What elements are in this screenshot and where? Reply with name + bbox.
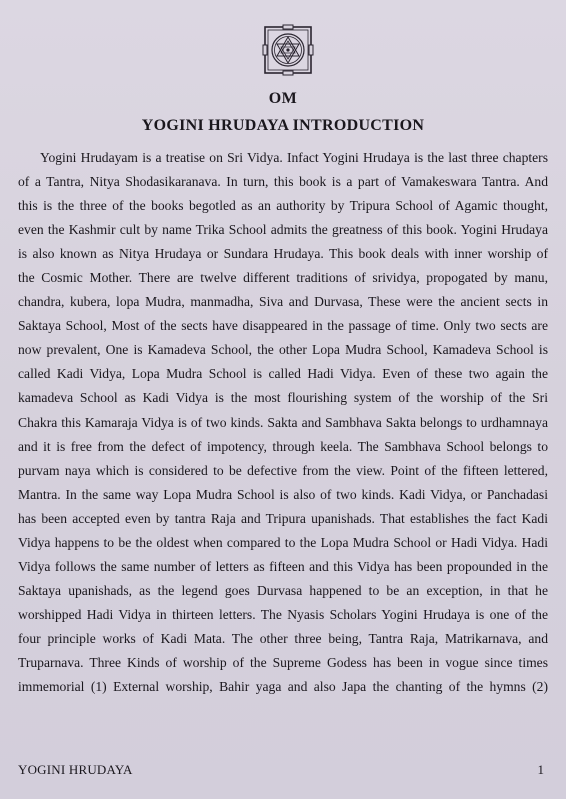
heading-om: OM [268, 90, 298, 107]
sri-yantra-icon [262, 24, 314, 76]
body-line: Truparnava. Three Kinds of worship of the Supreme Godess has been in vogue since times [18, 654, 548, 670]
body-line: kamadeva School as Kadi Vidya is the most flourishing system of the worship of the Sri [18, 390, 548, 406]
body-line: called Kadi Vidya, Lopa Mudra School is called Hadi Vidya. Even of these two again the [18, 366, 548, 382]
body-line: has been accepted even by tantra Raja and Tripura upanishads. That establishes the fact Kadi [18, 510, 548, 526]
body-line: Saktaya upanishads, as the legend goes Durvasa happened to be an exception, in that he [18, 582, 548, 598]
page-title: YOGINI HRUDAYA INTRODUCTION [141, 117, 425, 134]
body-line: Vidya follows the same number of letters as fifteen and this Vidya has been propounded in the [18, 558, 548, 574]
body-line: the Cosmic Mother. There are twelve different traditions of srividya, propogated by manu, [18, 270, 548, 286]
page-number: 1 [537, 762, 544, 777]
body-line: worshipped Hadi Vidya in thirteen letters. The Nyasis Scholars Yogini Hrudaya is one of the [18, 606, 548, 622]
footer-book-title: YOGINI HRUDAYA [18, 762, 133, 777]
body-line: Vidya happens to be the oldest when compared to the Lopa Mudra School or Hadi Vidya. Hadi [18, 534, 548, 550]
body-line: now prevalent, One is Kamadeva School, the other Lopa Mudra School, Kamadeva School is [18, 342, 548, 358]
body-line: immemorial (1) External worship, Bahir yaga and also Japa the chanting of the hymns (2) [18, 679, 548, 695]
body-line: Saktaya School, Most of the sects have disappeared in the passage of time. Only two sects are [18, 318, 548, 334]
body-paragraph [18, 146, 548, 699]
body-line: purvam naya which is considered to be defective from the view. Point of the fifteen lettered, [18, 462, 548, 478]
body-line: Mantra. In the same way Lopa Mudra School is also of two kinds. Kadi Vidya, or Panchadasi [18, 486, 548, 502]
body-line: four principle works of Kadi Mata. The other three being, Tantra Raja, Matrikarnava, and [18, 630, 548, 646]
body-line: even the Kashmir cult by name Trika School admits the greatness of this book. Yogini Hrudaya [18, 222, 548, 238]
body-line: this is the three of the books begotled as an authority by Tripura School of Agamic thought, [18, 198, 548, 214]
body-line: and it is free from the defect of impotency, through keela. The Sambhava School belongs to [18, 438, 548, 454]
body-line: Yogini Hrudayam is a treatise on Sri Vidya. Infact Yogini Hrudaya is the last three chapters [40, 150, 548, 165]
body-line: is also known as Nitya Hrudaya or Sundara Hrudaya. This book deals with inner worship of [18, 246, 548, 262]
body-line: chandra, kubera, lopa Mudra, manmadha, Siva and Durvasa, These were the ancient sects in [18, 294, 548, 310]
body-line: of a Tantra, Nitya Shodasikaranava. In turn, this book is a part of Vamakeswara Tantra. And [18, 174, 548, 190]
body-line: Chakra this Kamaraja Vidya is of two kinds. Sakta and Sambhava Sakta belongs to urdhamnaya [18, 414, 548, 430]
